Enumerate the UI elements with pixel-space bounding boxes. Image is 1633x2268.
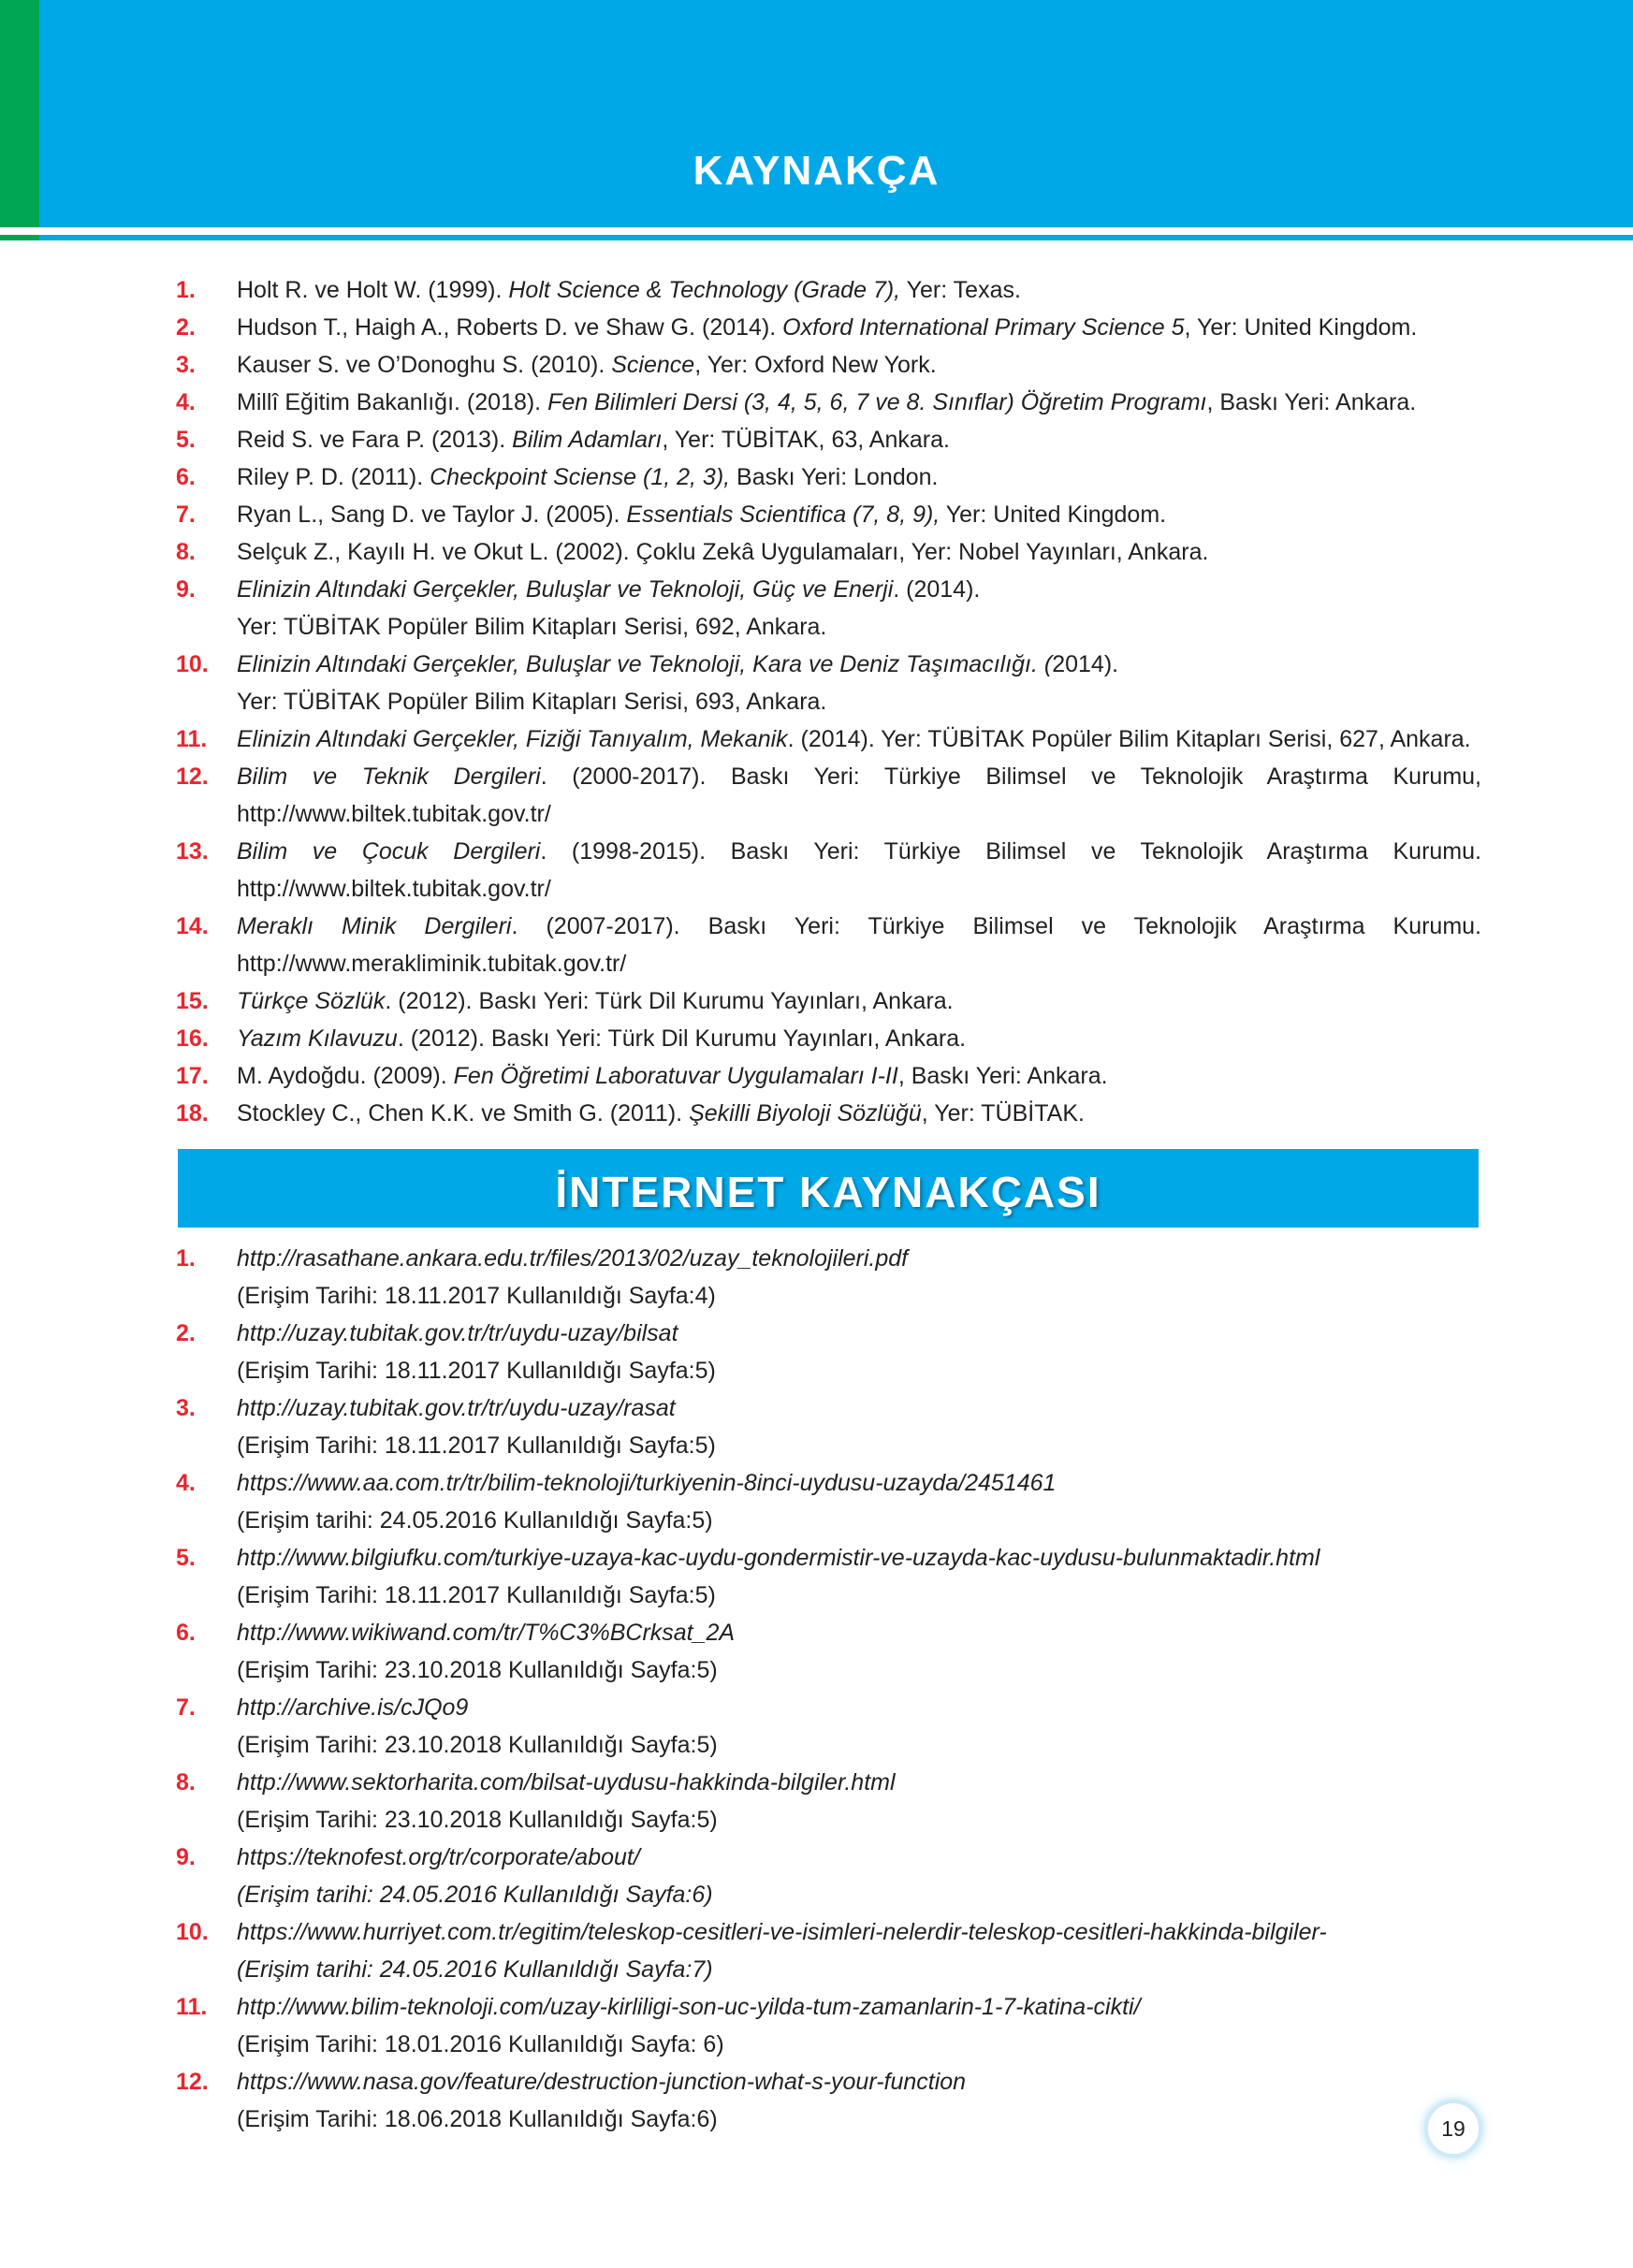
reference-text: [237, 833, 1481, 908]
reference-access-date: (Erişim tarihi: 24.05.2016 Kullanıldığı Sayfa:5): [237, 1507, 713, 1534]
reference-title-italic: Elinizin Altındaki Gerçekler, Fiziği Tanıyalım, Mekanik: [237, 726, 788, 752]
reference-access-date: (Erişim Tarihi: 18.11.2017 Kullanıldığı Sayfa:5): [237, 1582, 716, 1608]
reference-text-part: . (2007-2017). Baskı Yeri: Türkiye Bilimsel ve Teknolojik Araştırma Kurumu. http://www.merakliminik.tubitak.gov.tr/: [237, 913, 1482, 977]
reference-text-part: Baskı Yeri: London.: [730, 464, 939, 490]
reference-item: [176, 758, 1481, 833]
internet-section-title: İNTERNET KAYNAKÇASI: [555, 1168, 1101, 1216]
reference-title-italic: Elinizin Altındaki Gerçekler, Buluşlar ve Teknoloji, Güç ve Enerji: [237, 576, 894, 603]
reference-item: [176, 1095, 1481, 1132]
reference-title-italic: Meraklı Minik Dergileri: [237, 913, 512, 939]
reference-item: [176, 309, 1481, 346]
page-title: KAYNAKÇA: [693, 148, 940, 194]
reference-title-italic: Holt Science & Technology (Grade 7),: [508, 277, 901, 303]
reference-item: [176, 1020, 1481, 1057]
reference-text-part: , Yer: TÜBİTAK, 63, Ankara.: [662, 427, 950, 453]
header-separator: [0, 227, 1633, 235]
internet-reference-item: [176, 1764, 1481, 1839]
reference-text: [237, 982, 1481, 1020]
reference-access-date: (Erişim Tarihi: 23.10.2018 Kullanıldığı Sayfa:5): [237, 1732, 718, 1758]
internet-reference-item: [176, 1614, 1481, 1689]
reference-text-part: M. Aydoğdu. (2009).: [237, 1063, 454, 1089]
page-number-badge: 19: [1424, 2100, 1482, 2158]
reference-text-continued: Yer: TÜBİTAK Popüler Bilim Kitapları Serisi, 693, Ankara.: [237, 689, 827, 715]
reference-number: 8.: [176, 539, 196, 565]
reference-number: 5.: [176, 427, 196, 453]
header-rule-blue: [39, 235, 1633, 240]
reference-text-part: , Yer: United Kingdom.: [1184, 314, 1418, 341]
reference-access-date: (Erişim Tarihi: 23.10.2018 Kullanıldığı Sayfa:5): [237, 1807, 718, 1833]
reference-number: 18.: [176, 1100, 209, 1127]
reference-number: 5.: [176, 1545, 196, 1571]
reference-text-part: . (2014). Yer: TÜBİTAK Popüler Bilim Kitapları Serisi, 627, Ankara.: [787, 726, 1471, 752]
reference-text-part: . (2014).: [893, 576, 981, 603]
reference-number: 9.: [176, 576, 196, 603]
reference-text-part: Stockley C., Chen K.K. ve Smith G. (2011).: [237, 1100, 690, 1127]
reference-text: [237, 758, 1481, 833]
reference-item: [176, 908, 1481, 982]
reference-text-part: . (2012). Baskı Yeri: Türk Dil Kurumu Yayınları, Ankara.: [397, 1025, 967, 1052]
reference-url[interactable]: http://www.bilim-teknoloji.com/uzay-kirliligi-son-uc-yilda-tum-zamanlarin-1-7-katina-cikti/: [237, 1994, 1141, 2020]
reference-access-date: (Erişim Tarihi: 18.11.2017 Kullanıldığı Sayfa:5): [237, 1432, 716, 1459]
internet-reference-list: [176, 1240, 1481, 2138]
internet-reference-item: [176, 1689, 1481, 1764]
reference-access-date: (Erişim Tarihi: 18.11.2017 Kullanıldığı Sayfa:5): [237, 1358, 716, 1384]
reference-title-italic: Fen Bilimleri Dersi (3, 4, 5, 6, 7 ve 8. Sınıflar) Öğretim Programı: [547, 389, 1207, 415]
reference-item: [176, 533, 1481, 571]
internet-reference-item: [176, 2063, 1481, 2138]
reference-text-part: Yer: Texas.: [900, 277, 1021, 303]
reference-access-date: (Erişim tarihi: 24.05.2016 Kullanıldığı Sayfa:6): [237, 1882, 713, 1908]
reference-item: [176, 346, 1481, 384]
header-rule-green: [0, 235, 39, 240]
reference-title-italic: Türkçe Sözlük: [237, 988, 386, 1014]
reference-number: 1.: [176, 277, 196, 303]
reference-text-part: Ryan L., Sang D. ve Taylor J. (2005).: [237, 502, 627, 528]
reference-text-part: , Yer: TÜBİTAK.: [921, 1100, 1085, 1127]
reference-number: 8.: [176, 1769, 196, 1796]
reference-number: 14.: [176, 913, 209, 939]
reference-number: 6.: [176, 1620, 196, 1646]
internet-reference-item: [176, 1464, 1481, 1539]
reference-item: [176, 720, 1481, 758]
reference-url[interactable]: http://rasathane.ankara.edu.tr/files/2013/02/uzay_teknolojileri.pdf: [237, 1245, 909, 1272]
reference-number: 7.: [176, 502, 196, 528]
reference-item: [176, 646, 1481, 720]
reference-number: 4.: [176, 1470, 196, 1496]
reference-title-italic: Bilim ve Teknik Dergileri: [237, 763, 541, 790]
reference-item: [176, 458, 1481, 496]
reference-number: 12.: [176, 763, 209, 790]
reference-item: [176, 833, 1481, 908]
reference-text-part: Holt R. ve Holt W. (1999).: [237, 277, 509, 303]
reference-access-date: (Erişim Tarihi: 18.01.2016 Kullanıldığı Sayfa: 6): [237, 2031, 724, 2057]
reference-text-part: Kauser S. ve O’Donoghu S. (2010).: [237, 352, 612, 378]
reference-text: [237, 458, 1481, 496]
reference-title-italic: Bilim ve Çocuk Dergileri: [237, 838, 541, 865]
reference-access-date: (Erişim Tarihi: 23.10.2018 Kullanıldığı Sayfa:5): [237, 1657, 718, 1683]
reference-title-italic: Science: [611, 352, 695, 378]
reference-item: [176, 982, 1481, 1020]
reference-number: 13.: [176, 838, 209, 865]
internet-reference-item: [176, 1240, 1481, 1315]
reference-text-part: Reid S. ve Fara P. (2013).: [237, 427, 513, 453]
reference-text: [237, 646, 1481, 683]
reference-title-italic: Elinizin Altındaki Gerçekler, Buluşlar ve Teknoloji, Kara ve Deniz Taşımacılığı. (: [237, 651, 1053, 677]
reference-number: 11.: [176, 726, 208, 752]
reference-number: 3.: [176, 1395, 196, 1421]
reference-url[interactable]: http://uzay.tubitak.gov.tr/tr/uydu-uzay/bilsat: [237, 1320, 678, 1346]
reference-text: [237, 720, 1481, 758]
reference-item: [176, 1057, 1481, 1095]
reference-text-part: , Yer: Oxford New York.: [694, 352, 937, 378]
reference-text-continued: Yer: TÜBİTAK Popüler Bilim Kitapları Serisi, 692, Ankara.: [237, 614, 827, 640]
reference-text: [237, 1095, 1481, 1132]
reference-item: [176, 271, 1481, 309]
reference-number: 1.: [176, 1245, 196, 1272]
reference-text: [237, 571, 1481, 608]
reference-number: 11.: [176, 1994, 208, 2020]
reference-text: [237, 1057, 1481, 1095]
reference-title-italic: Fen Öğretimi Laboratuvar Uygulamaları I-II: [453, 1063, 898, 1089]
reference-number: 3.: [176, 352, 196, 378]
internet-reference-item: [176, 1389, 1481, 1464]
reference-text-part: . (1998-2015). Baskı Yeri: Türkiye Bilimsel ve Teknolojik Araştırma Kurumu. http://www.biltek.tubitak.gov.tr/: [237, 838, 1481, 902]
internet-reference-item: [176, 1913, 1481, 1988]
reference-url[interactable]: http://archive.is/cJQo9: [237, 1694, 469, 1721]
reference-title-italic: Checkpoint Sciense (1, 2, 3),: [430, 464, 731, 490]
reference-number: 2.: [176, 314, 196, 341]
reference-url[interactable]: https://www.hurriyet.com.tr/egitim/teleskop-cesitleri-ve-isimleri-nelerdir-teleskop-cesitleri-hakkinda-bilgiler-: [237, 1919, 1327, 1945]
reference-number: 2.: [176, 1320, 196, 1346]
reference-access-date: (Erişim tarihi: 24.05.2016 Kullanıldığı Sayfa:7): [237, 1956, 713, 1983]
reference-number: 15.: [176, 988, 209, 1014]
reference-text-part: Selçuk Z., Kayılı H. ve Okut L. (2002). Çoklu Zekâ Uygulamaları, Yer: Nobel Yayınları, Ankara.: [237, 539, 1209, 565]
reference-url[interactable]: http://www.wikiwand.com/tr/T%C3%BCrksat_2A: [237, 1620, 736, 1646]
reference-title-italic: Essentials Scientifica (7, 8, 9),: [626, 502, 940, 528]
reference-url[interactable]: http://www.bilgiufku.com/turkiye-uzaya-kac-uydu-gondermistir-ve-uzayda-kac-uydusu-bulunmaktadir.html: [237, 1545, 1320, 1571]
reference-text-part: 2014).: [1052, 651, 1119, 677]
reference-title-italic: Şekilli Biyoloji Sözlüğü: [689, 1100, 922, 1127]
reference-text-part: Millî Eğitim Bakanlığı. (2018).: [237, 389, 548, 415]
reference-text: [237, 346, 1481, 384]
reference-number: 16.: [176, 1025, 209, 1052]
reference-url[interactable]: http://www.sektorharita.com/bilsat-uydusu-hakkinda-bilgiler.html: [237, 1769, 896, 1796]
reference-access-date: (Erişim Tarihi: 18.06.2018 Kullanıldığı Sayfa:6): [237, 2106, 718, 2132]
reference-number: 10.: [176, 651, 209, 677]
reference-access-date: (Erişim Tarihi: 18.11.2017 Kullanıldığı Sayfa:4): [237, 1283, 716, 1309]
reference-title-italic: Oxford International Primary Science 5: [782, 314, 1185, 341]
reference-item: [176, 421, 1481, 458]
reference-url[interactable]: https://teknofest.org/tr/corporate/about/: [237, 1844, 640, 1870]
reference-text: [237, 908, 1481, 982]
reference-text: [237, 533, 1481, 571]
reference-text: [237, 309, 1481, 346]
reference-item: [176, 496, 1481, 533]
reference-text-part: . (2012). Baskı Yeri: Türk Dil Kurumu Yayınları, Ankara.: [385, 988, 954, 1014]
reference-text: [237, 271, 1481, 309]
reference-text-part: Riley P. D. (2011).: [237, 464, 430, 490]
reference-title-italic: Yazım Kılavuzu: [237, 1025, 398, 1052]
internet-reference-item: [176, 1988, 1481, 2063]
reference-number: 9.: [176, 1844, 196, 1870]
reference-number: 17.: [176, 1063, 209, 1089]
reference-url[interactable]: http://uzay.tubitak.gov.tr/tr/uydu-uzay/rasat: [237, 1395, 676, 1421]
reference-item: [176, 384, 1481, 421]
internet-reference-item: [176, 1839, 1481, 1913]
reference-text: [237, 421, 1481, 458]
reference-text-part: Yer: United Kingdom.: [940, 502, 1167, 528]
reference-number: 4.: [176, 389, 196, 415]
reference-number: 10.: [176, 1919, 209, 1945]
reference-number: 7.: [176, 1694, 196, 1721]
reference-text: [237, 384, 1481, 421]
reference-text-part: Hudson T., Haigh A., Roberts D. ve Shaw G. (2014).: [237, 314, 783, 341]
reference-text-part: , Baskı Yeri: Ankara.: [897, 1063, 1108, 1089]
internet-reference-item: [176, 1315, 1481, 1389]
internet-reference-item: [176, 1539, 1481, 1614]
reference-text: [237, 496, 1481, 533]
reference-number: 6.: [176, 464, 196, 490]
reference-url[interactable]: https://www.nasa.gov/feature/destruction-junction-what-s-your-function: [237, 2069, 967, 2095]
reference-text-part: , Baskı Yeri: Ankara.: [1206, 389, 1417, 415]
reference-item: [176, 571, 1481, 646]
reference-text: [237, 1020, 1481, 1057]
reference-number: 12.: [176, 2069, 209, 2095]
reference-list: [176, 271, 1481, 1132]
reference-url[interactable]: https://www.aa.com.tr/tr/bilim-teknoloji/turkiyenin-8inci-uydusu-uzayda/2451461: [237, 1470, 1057, 1496]
reference-title-italic: Bilim Adamları: [512, 427, 663, 453]
reference-text-part: . (2000-2017). Baskı Yeri: Türkiye Bilimsel ve Teknolojik Araştırma Kurumu, http://www.biltek.tubitak.gov.tr/: [237, 763, 1481, 827]
